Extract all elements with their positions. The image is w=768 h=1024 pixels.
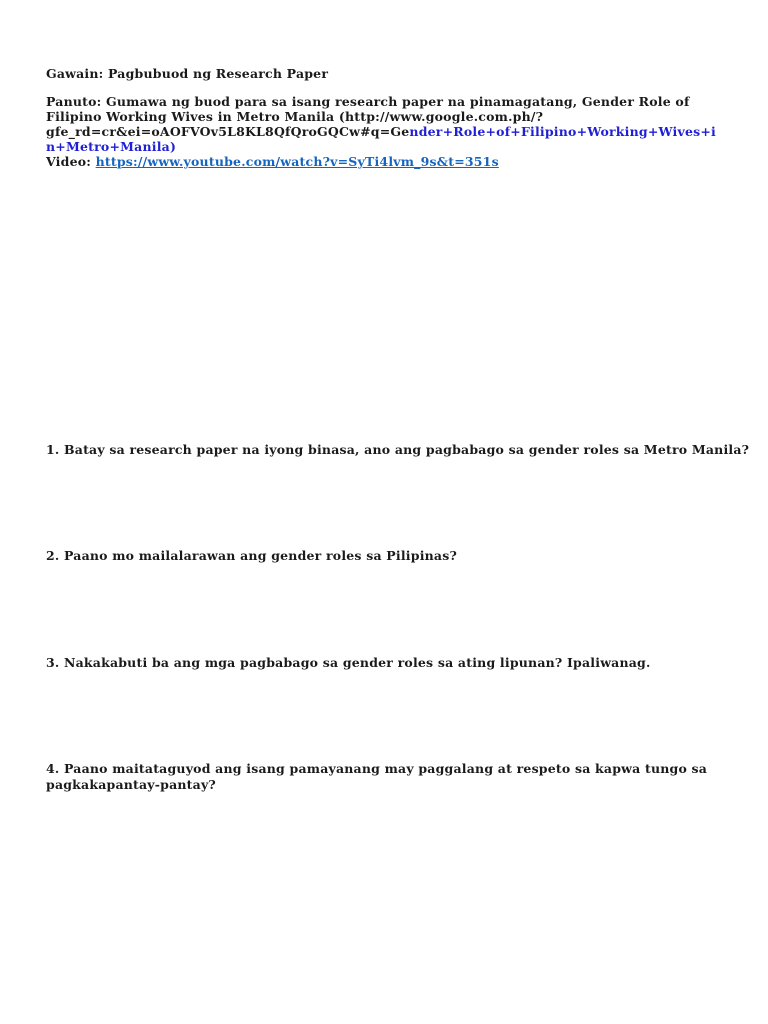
question-3: 3. Nakakabuti ba ang mga pagbabago sa gender roles sa ating lipunan? Ipaliwanag.	[46, 655, 651, 670]
question-2: 2. Paano mo mailalarawan ang gender roles sa Pilipinas?	[46, 548, 457, 563]
question-4-line-1: 4. Paano maitataguyod ang isang pamayanang may paggalang at respeto sa kapwa tungo sa	[46, 761, 708, 776]
question-4-line-2: pagkakapantay-pantay?	[46, 777, 216, 792]
video-link[interactable]: https://www.youtube.com/watch?v=SyTi4lvm_9s&t=351s	[95, 154, 499, 169]
question-1: 1. Batay sa research paper na iyong binasa, ano ang pagbabago sa gender roles sa Metro Manila?	[46, 442, 750, 457]
instructions-line-1: Panuto: Gumawa ng buod para sa isang research paper na pinamagatang, Gender Role of	[46, 94, 690, 109]
document-title: Gawain: Pagbubuod ng Research Paper	[46, 66, 329, 81]
video-label: Video:	[46, 154, 96, 169]
video-line	[46, 154, 499, 170]
instructions-url-blue: nder+Role+of+Filipino+Working+Wives+i	[409, 124, 716, 139]
instructions-url-plain: gfe_rd=cr&ei=oAOFVOv5L8KL8QfQroGQCw#q=Ge	[46, 124, 410, 139]
instructions-line-3	[46, 124, 716, 140]
instructions-line-2: Filipino Working Wives in Metro Manila (http://www.google.com.ph/?	[46, 109, 544, 124]
instructions-line-4: n+Metro+Manila)	[46, 139, 177, 154]
